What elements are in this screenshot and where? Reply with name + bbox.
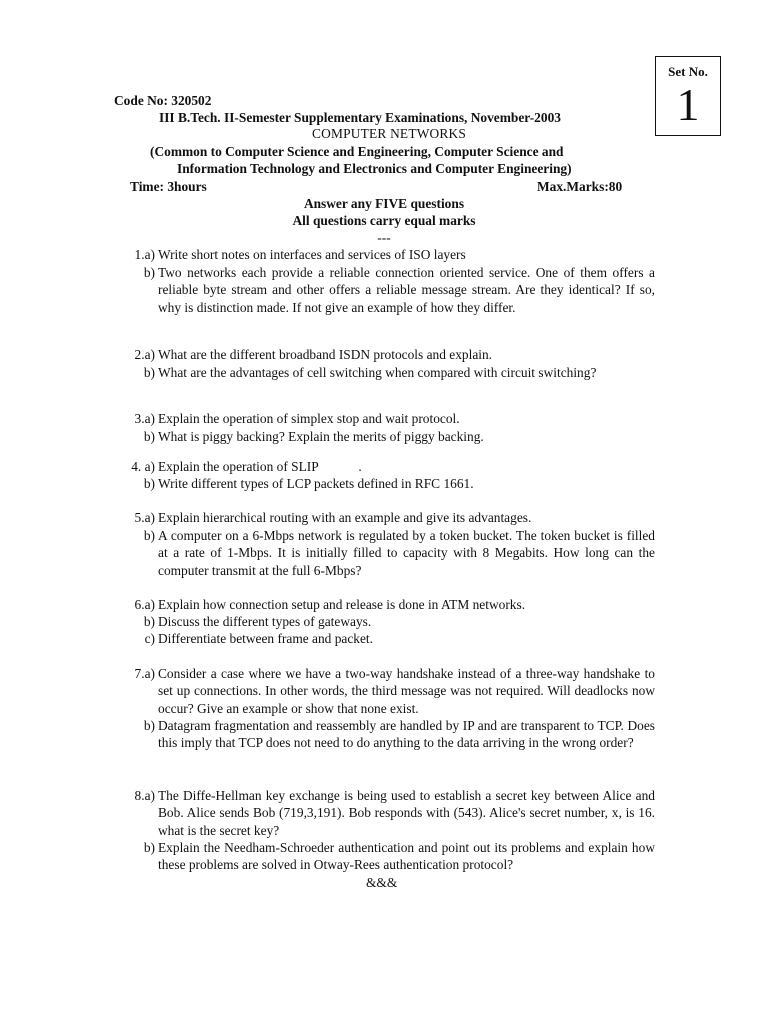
exam-title: III B.Tech. II-Semester Supplementary Examinations, November-2003 (159, 110, 561, 125)
question-text: Write short notes on interfaces and services of ISO layers (158, 247, 466, 262)
set-number: 1 (676, 79, 700, 130)
question-number: b) (143, 265, 155, 280)
question-text: Explain hierarchical routing with an example and give its advantages. (158, 510, 532, 525)
question-text: What are the advantages of cell switching when compared with circuit switching? (158, 365, 597, 380)
code-number: Code No: 320502 (114, 93, 212, 108)
question-text: Explain how connection setup and release is done in ATM networks. (158, 597, 526, 612)
question-number: 1.a) (134, 247, 155, 262)
question-number: b) (143, 429, 155, 444)
exam-time: Time: 3hours (130, 179, 207, 194)
set-label: Set No. (668, 64, 708, 79)
common-line-1: (Common to Computer Science and Engineering, Computer Science and (150, 144, 564, 159)
question-number: 2.a) (134, 347, 155, 362)
question-text: Two networks each provide a reliable connection oriented service. One of them offers a reliable byte stream and other offers a reliable message stream. Are they identical? If so, why is distinction made. If not give an example of how they differ. (158, 265, 655, 315)
question-text: Datagram fragmentation and reassembly are handled by IP and are transparent to TCP. Does this imply that TCP does not need to do anything to the data arriving in the wrong order? (158, 718, 655, 751)
question-text: What are the different broadband ISDN protocols and explain. (158, 347, 493, 362)
question-text: Explain the Needham-Schroeder authentication and point out its problems and explain how these problems are solved in Otway-Rees authentication protocol? (158, 840, 655, 873)
question-number: b) (143, 840, 155, 855)
question-number: 3.a) (134, 411, 155, 426)
instruction-answer: Answer any FIVE questions (303, 196, 465, 211)
question-number: b) (143, 614, 155, 629)
question-text: Differentiate between frame and packet. (158, 631, 374, 646)
question-number: b) (143, 365, 155, 380)
question-number: 7.a) (134, 666, 155, 681)
subject-title: COMPUTER NETWORKS (312, 126, 467, 141)
question-text: Consider a case where we have a two-way handshake instead of a three-way handshake to set up connections. In other words, the third message was not required. Will deadlocks now occur? Give an example or show that none exist. (158, 666, 655, 716)
question-number: b) (143, 476, 155, 491)
question-number: 6.a) (134, 597, 155, 612)
question-text: Explain the operation of SLIP . (158, 459, 362, 474)
question-number: 4. a) (131, 459, 155, 474)
question-text: Write different types of LCP packets defined in RFC 1661. (158, 476, 474, 491)
instruction-marks: All questions carry equal marks (292, 213, 476, 228)
question-number: b) (143, 528, 155, 543)
question-number: c) (144, 631, 155, 646)
question-text: Discuss the different types of gateways. (158, 614, 372, 629)
question-number: 8.a) (134, 788, 155, 803)
separator: --- (377, 230, 391, 245)
set-number-box (655, 56, 721, 136)
question-number: b) (143, 718, 155, 733)
common-line-2: Information Technology and Electronics and Computer Engineering) (177, 161, 572, 176)
question-text: Explain the operation of simplex stop and wait protocol. (158, 411, 460, 426)
question-text: What is piggy backing? Explain the merits of piggy backing. (158, 429, 484, 444)
max-marks: Max.Marks:80 (537, 179, 623, 194)
question-text: The Diffe-Hellman key exchange is being used to establish a secret key between Alice and Bob. Alice sends Bob (719,3,191). Bob responds with (543). Alice's secret number, x, is 16. what is the secret key? (158, 788, 655, 838)
end-mark: &&& (366, 875, 398, 890)
question-number: 5.a) (134, 510, 155, 525)
question-text: A computer on a 6-Mbps network is regulated by a token bucket. The token bucket is filled at a rate of 1-Mbps. It is initially filled to capacity with 8 Megabits. How long can the computer transmit at the full 6-Mbps? (158, 528, 655, 578)
